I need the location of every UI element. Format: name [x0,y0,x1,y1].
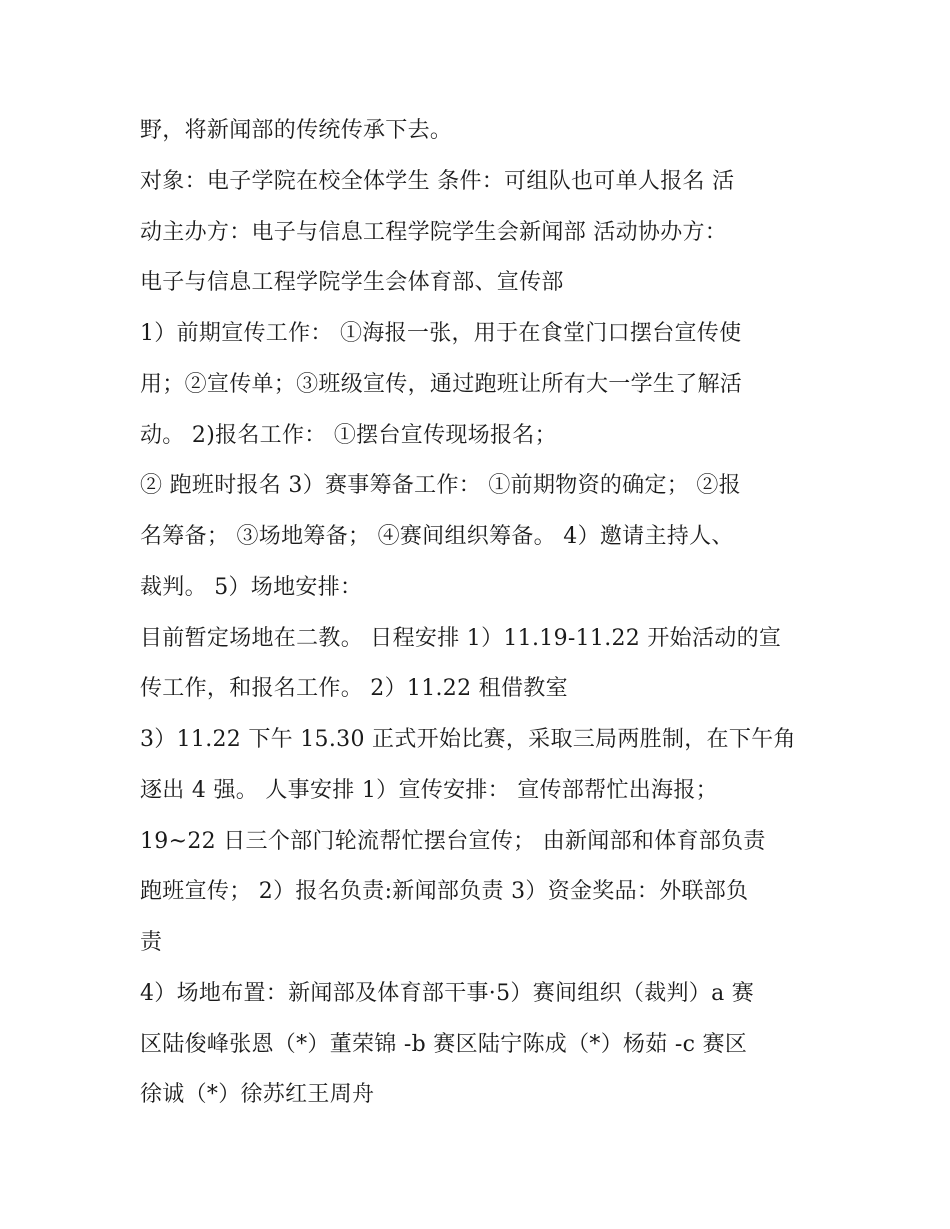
text-line: 野，将新闻部的传统传承下去。 [140,118,453,143]
text-line: 用；②宣传单；③班级宣传，通过跑班让所有大一学生了解活 [140,371,743,397]
text-line: 4）场地布置：新闻部及体育部干事·5）赛间组织（裁判）a 赛 [140,980,755,1006]
document-body [140,106,830,1121]
text-line: 名筹备； ③场地筹备； ④赛间组织筹备。 4）邀请主持人、 [140,524,734,549]
text-line: 责 [140,930,163,955]
text-line: 3）11.22 下午 15.30 正式开始比赛，采取三局两胜制，在下午角 [140,727,796,752]
text-line: ② 跑班时报名 3）赛事筹备工作： ①前期物资的确定； ②报 [140,473,741,499]
text-line: 动。 2)报名工作： ①摆台宣传现场报名； [140,422,557,448]
text-line: 目前暂定场地在二教。 日程安排 1）11.19-11.22 开始活动的宣 [140,625,782,651]
text-line: 对象：电子学院在校全体学生 条件：可组队也可单人报名 活 [140,168,735,194]
text-line: 徐诚（*）徐苏红王周舟 [140,1082,375,1108]
text-line: 区陆俊峰张恩（*）董荣锦 -b 赛区陆宁陈成（*）杨茹 -c 赛区 [140,1031,748,1057]
text-line: 19~22 日三个部门轮流帮忙摆台宣传； 由新闻部和体育部负责 [140,828,766,854]
text-line: 1）前期宣传工作： ①海报一张，用于在食堂门口摆台宣传使 [140,321,742,346]
text-line: 电子与信息工程学院学生会体育部、宣传部 [140,270,564,296]
text-line: 裁判。 5）场地安排： [140,574,363,600]
text-line: 传工作，和报名工作。 2）11.22 租借教室 [140,676,568,702]
text-line: 动主办方：电子与信息工程学院学生会新闻部 活动协办方： [140,219,728,245]
text-line: 跑班宣传； 2）报名负责:新闻部负责 3）资金奖品：外联部负 [140,879,749,905]
text-line: 逐出 4 强。 人事安排 1）宣传安排： 宣传部帮忙出海报； [140,777,718,803]
